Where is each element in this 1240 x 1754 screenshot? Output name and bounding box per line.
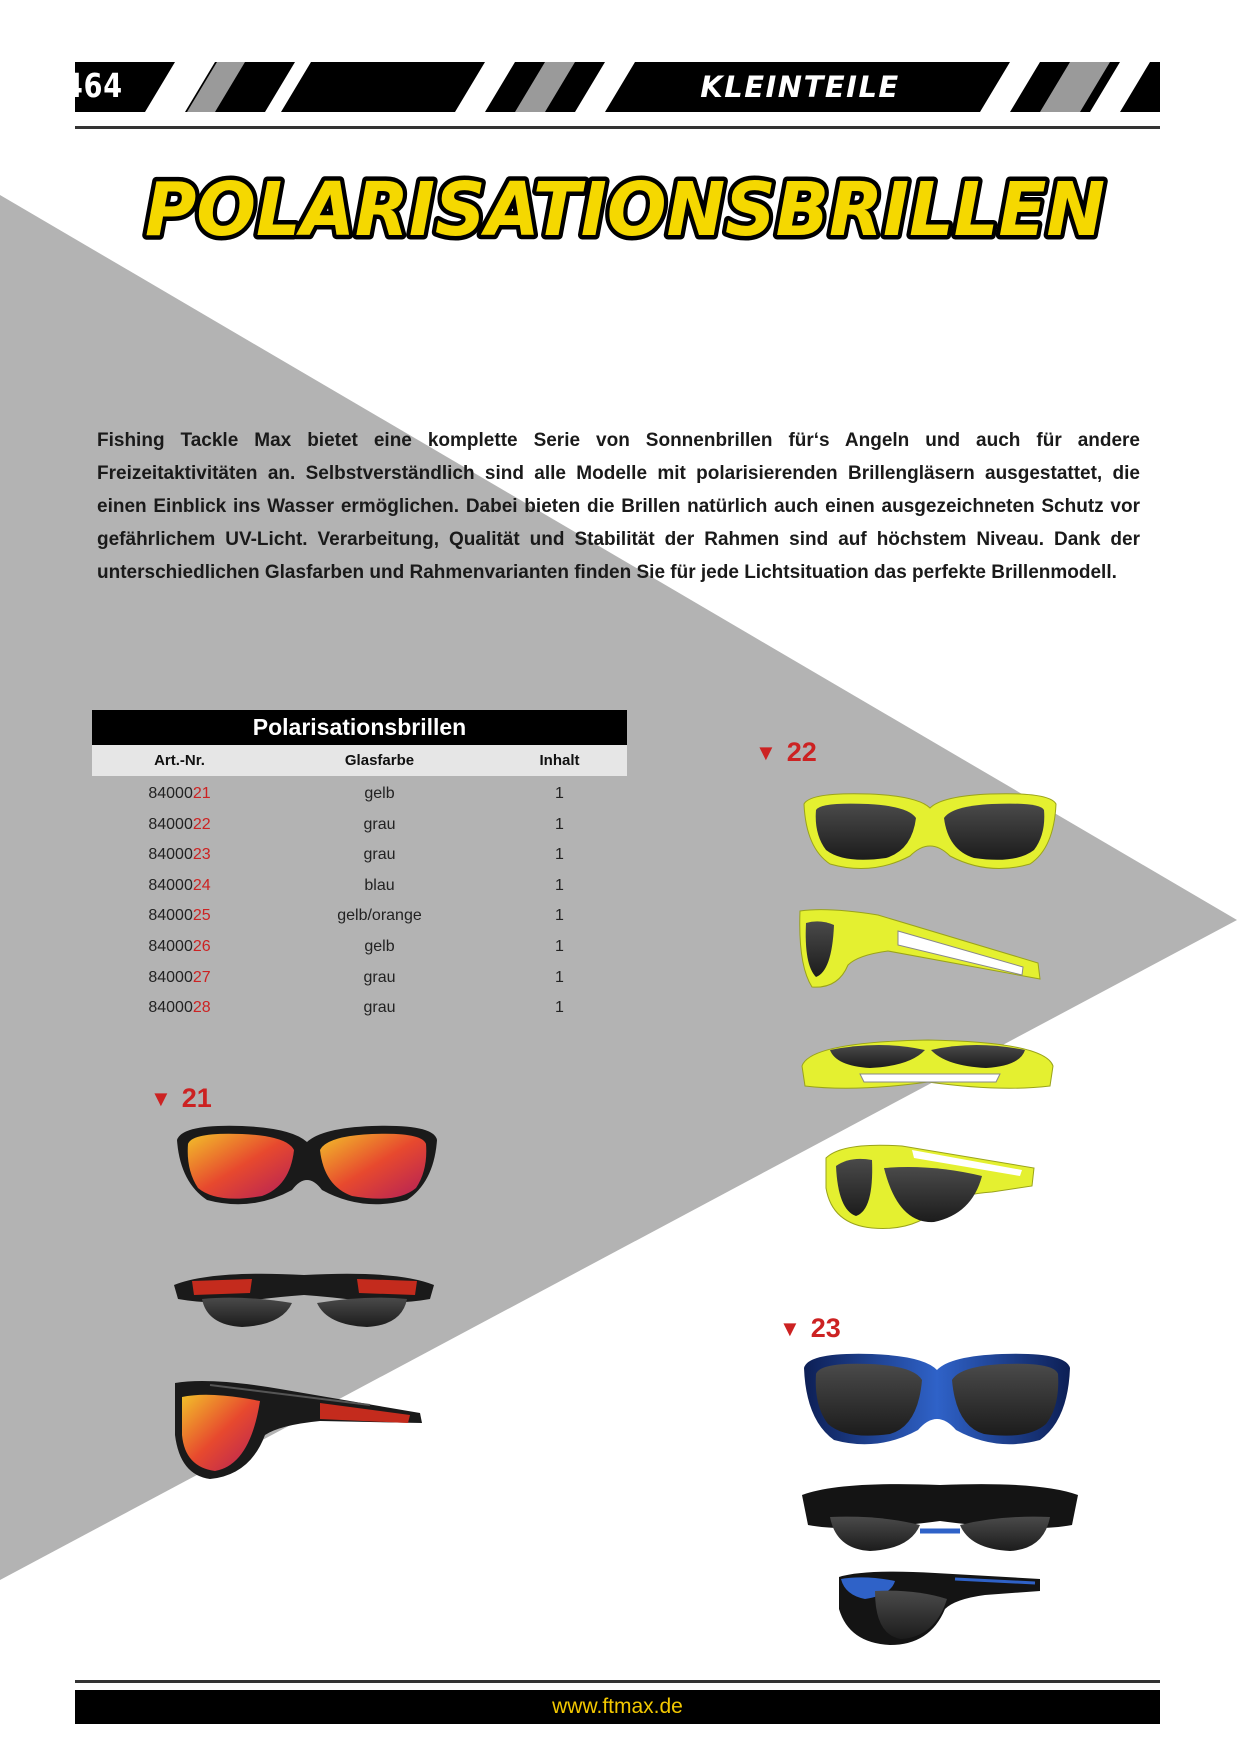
sunglasses-22-top-image	[800, 1030, 1055, 1105]
glass-color: grau	[363, 999, 396, 1017]
quantity: 1	[555, 907, 564, 925]
footer-website-link[interactable]: www.ftmax.de	[552, 1695, 683, 1718]
header-divider	[75, 126, 1160, 129]
table-row	[92, 779, 627, 810]
glass-color: grau	[363, 968, 396, 986]
quantity: 1	[555, 999, 564, 1017]
item-label-23	[779, 1312, 841, 1345]
page-number: 464	[64, 66, 123, 105]
column-header-glasfarbe: Glasfarbe	[344, 752, 415, 769]
quantity: 1	[555, 937, 564, 955]
glass-color: gelb/orange	[337, 907, 422, 925]
page-title-text: POLARISATIONSBRILLEN	[145, 167, 1105, 253]
product-table	[92, 710, 627, 1024]
column-header-inhalt: Inhalt	[539, 752, 580, 769]
down-triangle-icon: ▼	[779, 1316, 801, 1341]
column-header-art-nr: Art.-Nr.	[154, 752, 205, 769]
article-number: 8400026	[148, 937, 211, 955]
table-row	[92, 963, 627, 994]
glass-color: gelb	[364, 937, 395, 955]
sunglasses-21-top-image	[172, 1265, 437, 1330]
sunglasses-21-front-image	[172, 1120, 442, 1210]
sunglasses-22-front-image	[800, 790, 1060, 875]
item-number: 22	[786, 737, 817, 767]
article-number: 8400021	[148, 785, 211, 802]
page-title	[125, 165, 1125, 255]
down-triangle-icon: ▼	[755, 740, 777, 765]
section-label: KLEINTEILE	[700, 70, 900, 104]
table-row	[92, 871, 627, 902]
sunglasses-23-side-image	[835, 1565, 1045, 1650]
header-bar	[75, 62, 1160, 112]
article-number: 8400024	[148, 876, 211, 894]
glass-color: grau	[363, 815, 396, 833]
intro-paragraph: Fishing Tackle Max bietet eine komplette Serie von Sonnenbrillen für‘s Angeln und auch für andere Freizeitaktivitäten an. Selbstverständlich sind alle Modelle mit polarisierenden Brillengläsern ausgestattet, die einen Einblick ins Wasser ermöglichen. Dabei bieten die Brillen natürlich auch einen ausgezeichneten Schutz vor gefährlichem UV-Licht. Verarbeitung, Qualität und Stabilität der Rahmen sind auf höchstem Niveau. Dank der unterschiedlichen Glasfarben und Rahmenvarianten finden Sie für jede Lichtsituation das perfekte Brillenmodell.	[97, 430, 1140, 583]
quantity: 1	[555, 815, 564, 833]
table-row	[92, 840, 627, 871]
sunglasses-22-angle-image	[822, 1138, 1042, 1233]
glass-color: blau	[364, 876, 395, 894]
quantity: 1	[555, 785, 564, 802]
article-number: 8400027	[148, 968, 211, 986]
item-label-22	[755, 736, 817, 769]
quantity: 1	[555, 846, 564, 864]
item-number: 23	[810, 1313, 841, 1343]
article-number: 8400023	[148, 846, 211, 864]
glass-color: gelb	[364, 785, 395, 802]
article-number: 8400025	[148, 907, 211, 925]
item-number: 21	[181, 1083, 212, 1113]
sunglasses-23-front-image	[800, 1350, 1075, 1450]
table-row	[92, 810, 627, 841]
article-number: 8400022	[148, 815, 211, 833]
table-body	[92, 779, 627, 1024]
quantity: 1	[555, 876, 564, 894]
table-row	[92, 932, 627, 963]
table-row	[92, 901, 627, 932]
article-number: 8400028	[148, 999, 211, 1017]
glass-color: grau	[363, 846, 396, 864]
table-header	[92, 745, 627, 776]
sunglasses-23-top-image	[800, 1475, 1080, 1555]
footer-divider	[75, 1680, 1160, 1683]
item-label-21	[150, 1082, 212, 1115]
down-triangle-icon: ▼	[150, 1086, 172, 1111]
sunglasses-21-side-image	[170, 1375, 430, 1485]
sunglasses-22-side-image	[798, 905, 1048, 990]
table-title: Polarisationsbrillen	[92, 710, 627, 745]
quantity: 1	[555, 968, 564, 986]
table-row	[92, 993, 627, 1024]
